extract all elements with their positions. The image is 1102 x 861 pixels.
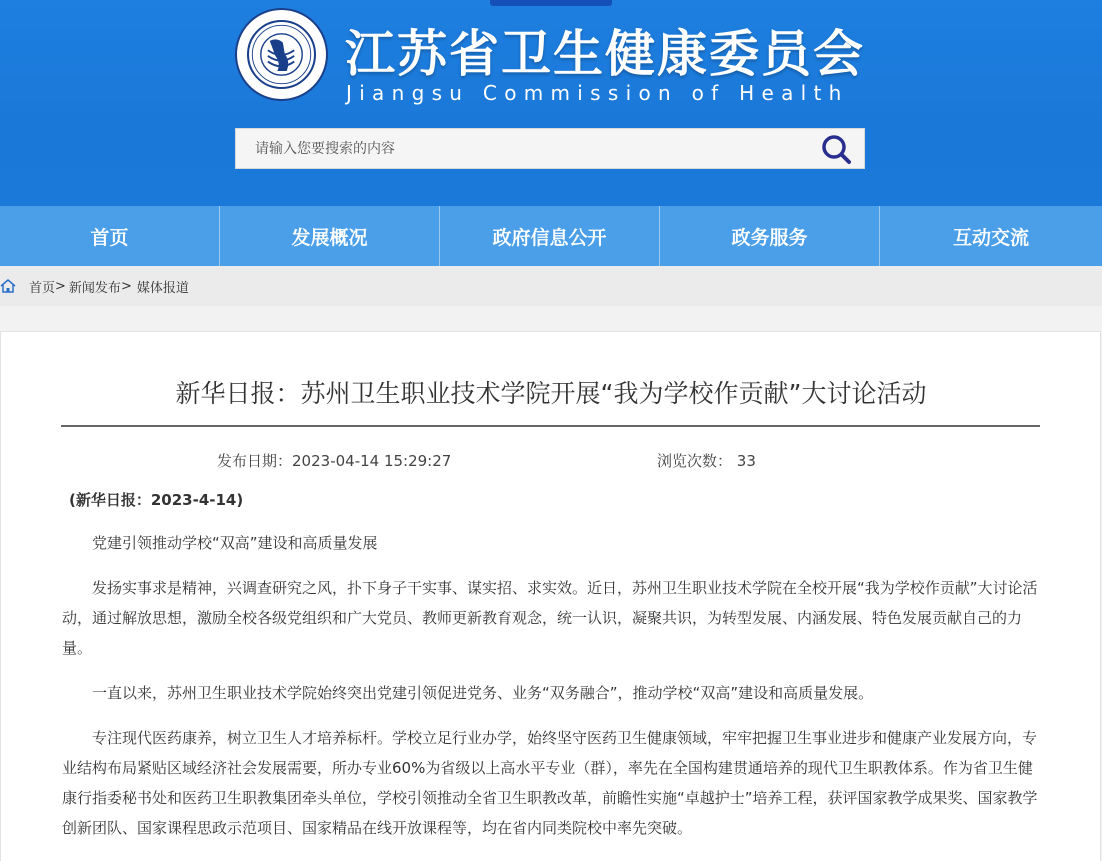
title-divider: [61, 425, 1040, 427]
header-top-tab: [490, 0, 612, 6]
breadcrumb-home[interactable]: 首页: [29, 280, 56, 296]
site-header: [0, 0, 1102, 206]
article-paragraph: 发扬实事求是精神，兴调查研究之风，扑下身子干实事、谋实招、求实效。近日，苏州卫生职业技术学院在全校开展“我为学校作贡献”大讨论活动，通过解放思想，激励全校各级党组织和广大党员、教师更新教育观念，统一认识，凝聚共识，为转型发展、内涵发展、特色发展贡献自己的力量。: [62, 579, 1038, 657]
site-subtitle: Jiangsu Commission of Health: [346, 81, 849, 105]
article-source: (新华日报：2023-4-14): [69, 491, 244, 509]
breadcrumb-separator: >: [120, 278, 132, 294]
view-count: [657, 450, 756, 471]
site-logo[interactable]: [235, 8, 328, 101]
publish-date-label: 发布日期：: [217, 452, 293, 470]
breadcrumb-separator: >: [55, 278, 66, 294]
logo-emblem: [247, 20, 316, 89]
nav-item-services[interactable]: 政务服务: [660, 206, 880, 266]
view-count-label: 浏览次数：: [657, 452, 733, 470]
breadcrumb: [0, 266, 1102, 306]
search-icon: [820, 133, 854, 165]
publish-date-value: 2023-04-14 15:29:27: [292, 452, 452, 470]
breadcrumb-news[interactable]: 新闻发布: [68, 280, 121, 296]
nav-item-interaction[interactable]: 互动交流: [952, 226, 1029, 249]
article-paragraph: 党建引领推动学校“双高”建设和高质量发展: [92, 534, 378, 552]
nav-item-gov-info[interactable]: 政府信息公开: [440, 206, 660, 266]
site-title: 江苏省卫生健康委员会: [345, 25, 865, 83]
article-card: [0, 331, 1101, 861]
article-body: [62, 528, 1040, 858]
search-button[interactable]: [820, 133, 854, 165]
publish-date: [217, 450, 451, 471]
breadcrumb-current[interactable]: 媒体报道: [136, 280, 189, 296]
logo-emblem-graphic: [249, 22, 314, 87]
view-count-value: 33: [736, 452, 756, 470]
article-title: 新华日报：苏州卫生职业技术学院开展“我为学校作贡献”大讨论活动: [175, 379, 927, 408]
main-nav: [0, 206, 1102, 266]
article-paragraph: 专注现代医药康养，树立卫生人才培养标杆。学校立足行业办学，始终坚守医药卫生健康领域，牢牢把握卫生事业进步和健康产业发展方向，专业结构布局紧贴区域经济社会发展需要，所办专业60%为省级以上高水平专业（群），率先在全国构建贯通培养的现代卫生职教体系。作为省卫生健康行指委秘书处和医药卫生职教集团牵头单位，学校引领推动全省卫生职教改革，前瞻性实施“卓越护士”培养工程，获评国家教学成果奖、国家教学创新团队、国家课程思政示范项目、国家精品在线开放课程等，均在省内同类院校中率先突破。: [62, 729, 1038, 837]
search-input[interactable]: [236, 129, 796, 168]
nav-item-overview[interactable]: 发展概况: [220, 206, 440, 266]
search-bar: [235, 128, 865, 169]
article-paragraph: 一直以来，苏州卫生职业技术学院始终突出党建引领促进党务、业务“双务融合”，推动学校“双高”建设和高质量发展。: [92, 684, 874, 702]
nav-item-home[interactable]: 首页: [0, 206, 220, 266]
home-icon[interactable]: [0, 279, 16, 293]
